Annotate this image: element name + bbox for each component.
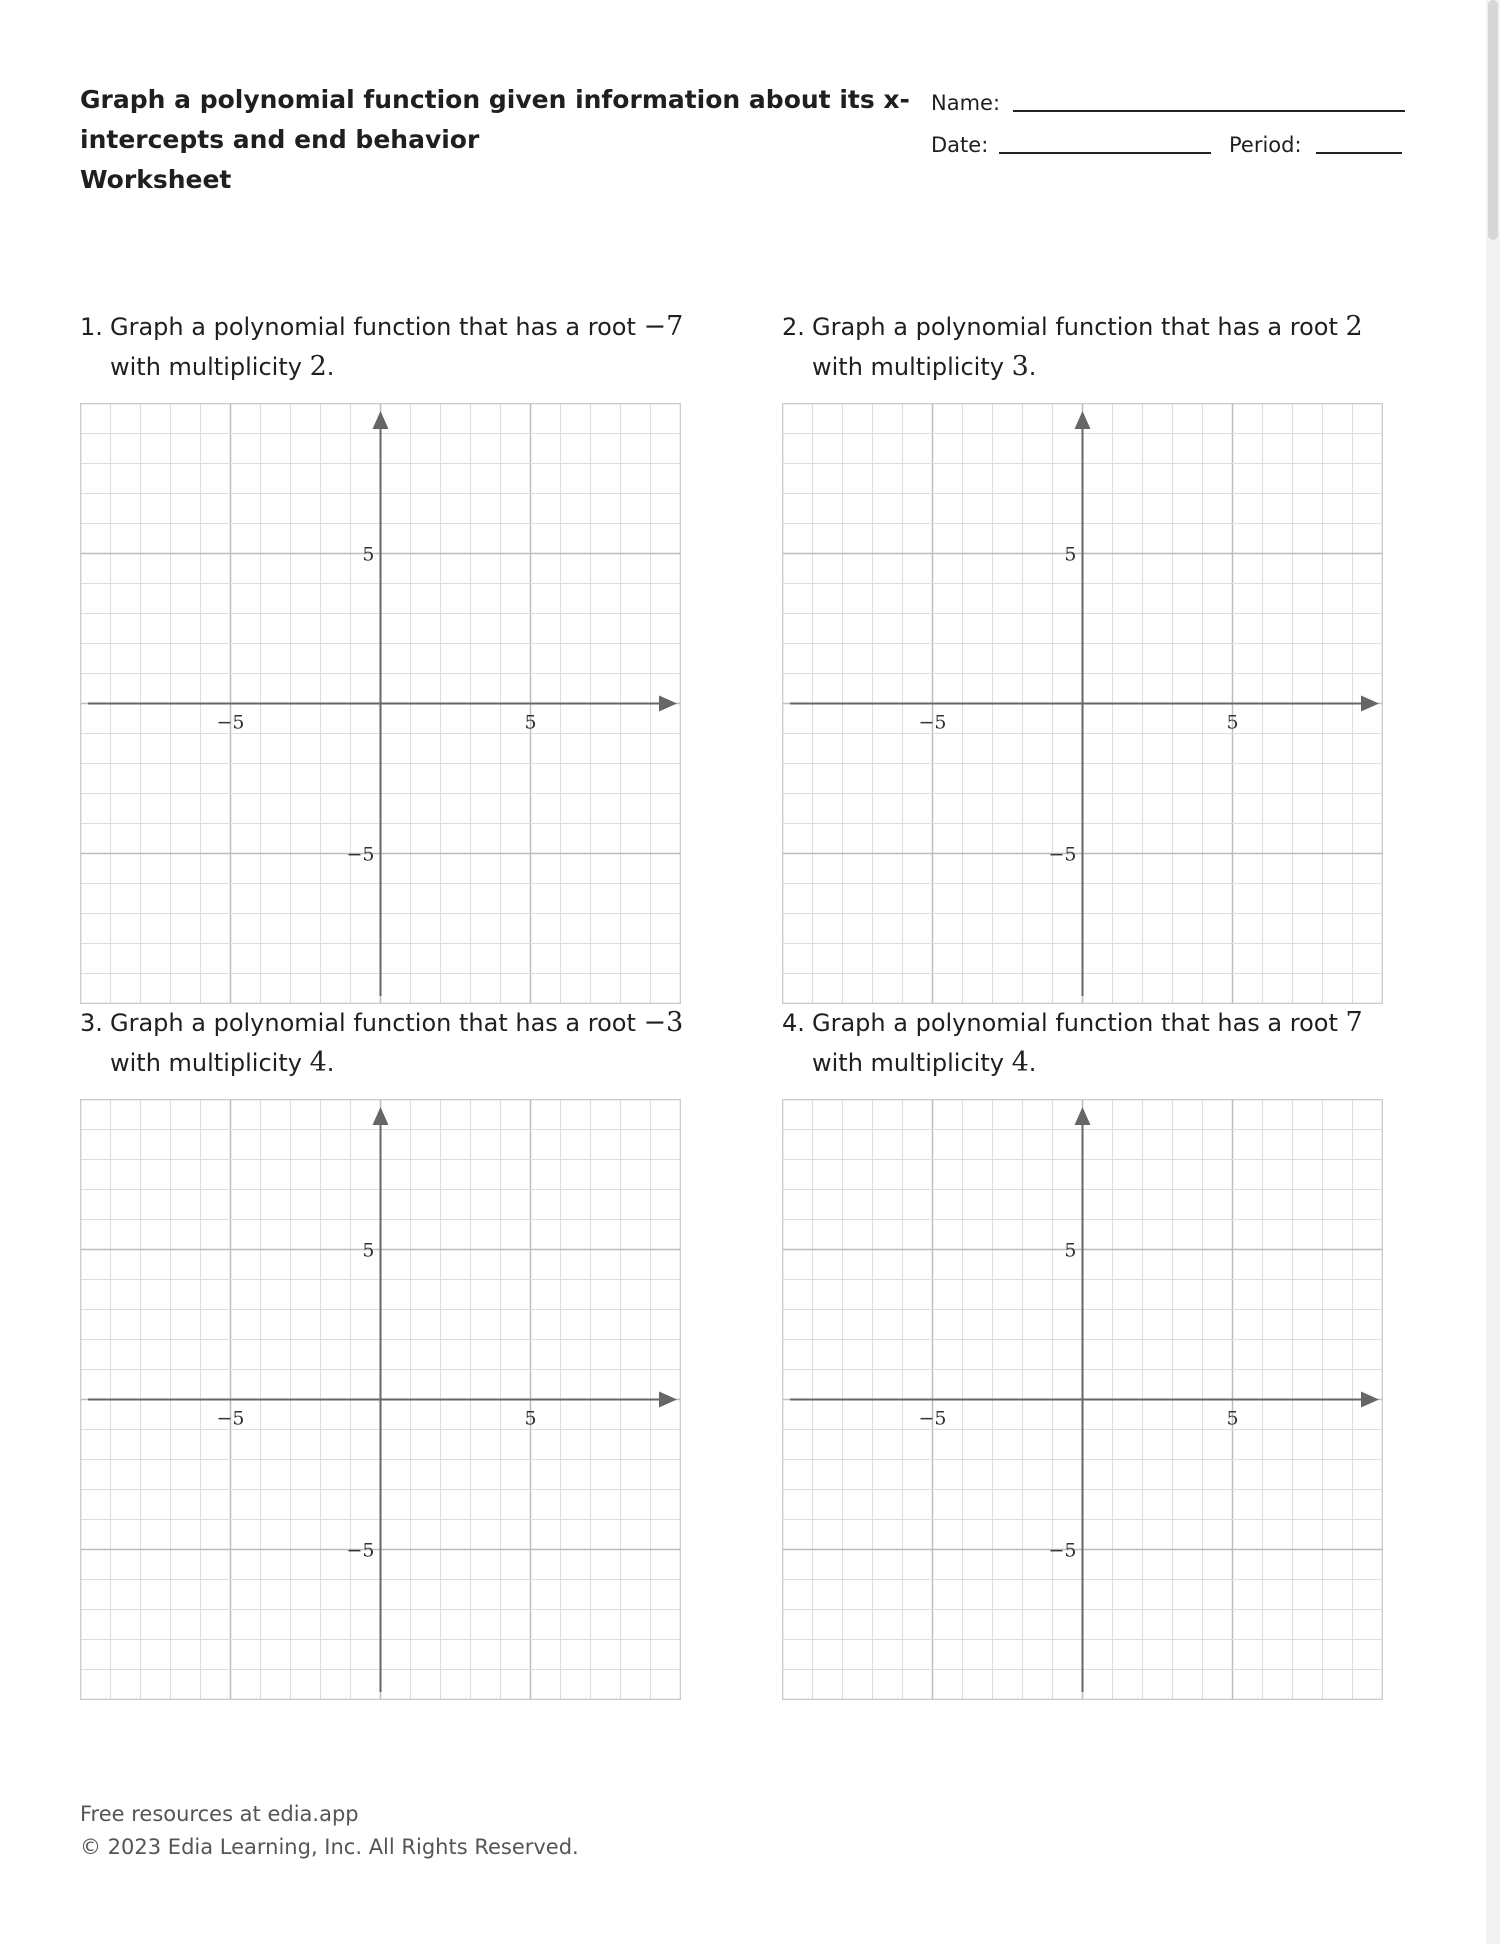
graph-grid-2[interactable] xyxy=(782,403,1383,1004)
scroll-thumb[interactable] xyxy=(1488,0,1498,240)
y-tick-label: −5 xyxy=(346,1539,375,1562)
multiplicity-value: 3 xyxy=(1011,351,1029,382)
multiplicity-suffix: . xyxy=(326,353,335,381)
x-tick-label: −5 xyxy=(918,1407,947,1430)
root-value: 7 xyxy=(1345,1007,1363,1038)
y-tick-label: −5 xyxy=(1048,843,1077,866)
y-tick-label: 5 xyxy=(362,543,375,566)
scrollbar[interactable] xyxy=(1486,0,1500,1944)
multiplicity-prefix: with multiplicity xyxy=(812,353,1012,381)
root-value: −7 xyxy=(643,311,684,342)
y-axis-arrow xyxy=(1075,1107,1091,1125)
name-field[interactable] xyxy=(1013,110,1405,112)
x-axis-arrow xyxy=(659,1392,677,1408)
root-value: 2 xyxy=(1345,311,1363,342)
multiplicity-suffix: . xyxy=(1028,1049,1037,1077)
y-axis-arrow xyxy=(373,411,389,429)
multiplicity-suffix: . xyxy=(1028,353,1037,381)
y-tick-label: 5 xyxy=(362,1239,375,1262)
multiplicity-value: 4 xyxy=(309,1047,327,1078)
x-tick-label: 5 xyxy=(524,711,537,734)
problem-3 xyxy=(80,1003,683,1083)
footer xyxy=(80,1798,579,1864)
y-tick-label: 5 xyxy=(1064,1239,1077,1262)
multiplicity-value: 2 xyxy=(309,351,327,382)
problem-1 xyxy=(80,307,683,387)
date-label: Date: xyxy=(931,133,989,157)
y-tick-label: −5 xyxy=(346,843,375,866)
name-label: Name: xyxy=(931,91,1001,115)
problem-number: 1. xyxy=(80,313,103,341)
x-tick-label: 5 xyxy=(1226,711,1239,734)
y-axis-arrow xyxy=(373,1107,389,1125)
x-tick-label: 5 xyxy=(524,1407,537,1430)
footer-resources: Free resources at edia.app xyxy=(80,1802,359,1826)
multiplicity-suffix: . xyxy=(326,1049,335,1077)
x-tick-label: −5 xyxy=(918,711,947,734)
problem-text: Graph a polynomial function that has a root xyxy=(812,313,1346,341)
x-tick-label: −5 xyxy=(216,711,245,734)
x-axis-arrow xyxy=(1361,696,1379,712)
problem-2 xyxy=(782,307,1363,387)
title-line-3: Worksheet xyxy=(80,165,232,194)
x-axis-arrow xyxy=(1361,1392,1379,1408)
x-axis-arrow xyxy=(659,696,677,712)
y-tick-label: −5 xyxy=(1048,1539,1077,1562)
multiplicity-value: 4 xyxy=(1011,1047,1029,1078)
graph-grid-1[interactable] xyxy=(80,403,681,1004)
problem-4 xyxy=(782,1003,1363,1083)
multiplicity-prefix: with multiplicity xyxy=(110,353,310,381)
y-tick-label: 5 xyxy=(1064,543,1077,566)
x-tick-label: 5 xyxy=(1226,1407,1239,1430)
multiplicity-prefix: with multiplicity xyxy=(812,1049,1012,1077)
title-line-2: intercepts and end behavior xyxy=(80,125,480,154)
problem-text: Graph a polynomial function that has a root xyxy=(110,1009,644,1037)
problem-number: 4. xyxy=(782,1009,805,1037)
y-axis-arrow xyxy=(1075,411,1091,429)
date-field[interactable] xyxy=(999,152,1211,154)
problem-text: Graph a polynomial function that has a root xyxy=(812,1009,1346,1037)
x-tick-label: −5 xyxy=(216,1407,245,1430)
graph-grid-3[interactable] xyxy=(80,1099,681,1700)
period-field[interactable] xyxy=(1316,152,1402,154)
problem-number: 2. xyxy=(782,313,805,341)
footer-copyright: © 2023 Edia Learning, Inc. All Rights Reserved. xyxy=(80,1835,579,1859)
multiplicity-prefix: with multiplicity xyxy=(110,1049,310,1077)
worksheet-title xyxy=(80,80,910,200)
graph-grid-4[interactable] xyxy=(782,1099,1383,1700)
problem-number: 3. xyxy=(80,1009,103,1037)
period-label: Period: xyxy=(1229,133,1302,157)
problem-text: Graph a polynomial function that has a root xyxy=(110,313,644,341)
title-line-1: Graph a polynomial function given information about its x- xyxy=(80,85,910,114)
root-value: −3 xyxy=(643,1007,684,1038)
